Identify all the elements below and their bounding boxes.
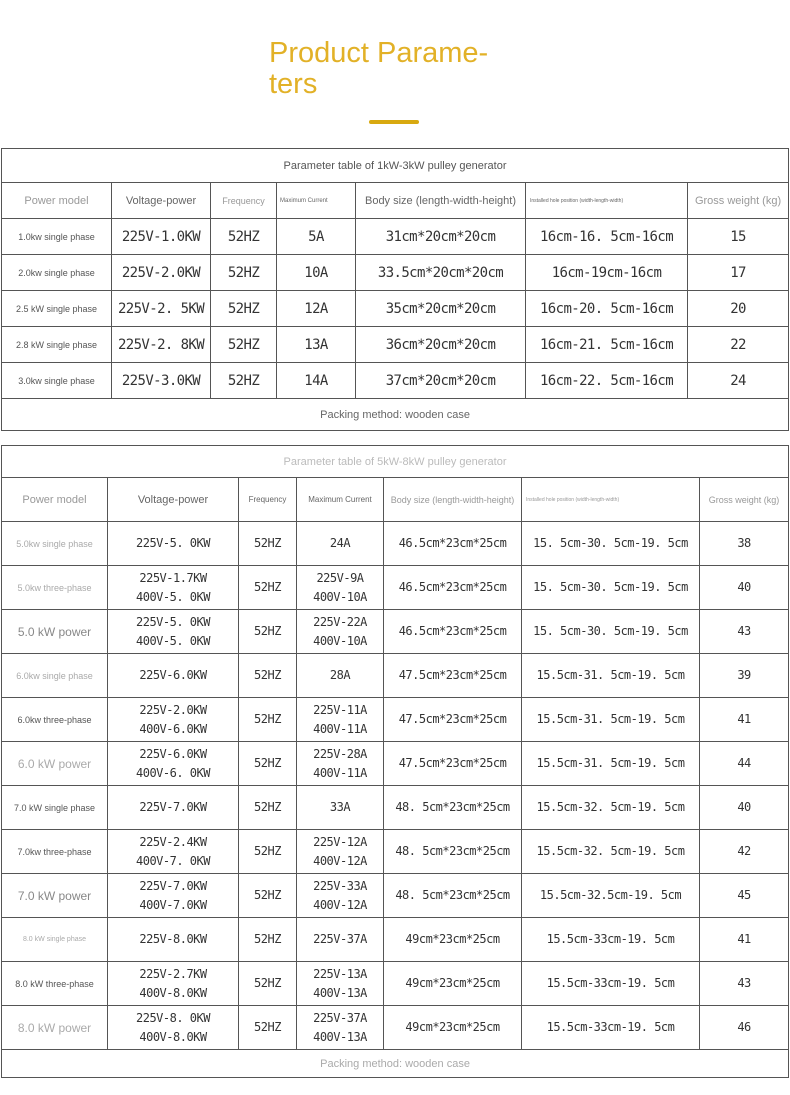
cell-body-size: 35cm*20cm*20cm: [356, 291, 526, 327]
cell-frequency: 52HZ: [239, 522, 297, 566]
cell-power-model: 6.0 kW power: [2, 742, 108, 786]
cell-power-model: 2.0kw single phase: [2, 255, 112, 291]
cell-frequency: 52HZ: [239, 830, 297, 874]
table-row: [2, 363, 789, 399]
table-row: [2, 219, 789, 255]
cell-voltage-power-line: 225V-6.0KW: [139, 668, 207, 682]
cell-power-model: 8.0 kW power: [2, 1006, 108, 1050]
cell-power-model: 8.0 kW three-phase: [2, 962, 108, 1006]
cell-maximum-current-line: 225V-37A: [313, 1010, 367, 1025]
table-row: [2, 654, 789, 698]
cell-maximum-current: [297, 698, 384, 742]
cell-body-size: 36cm*20cm*20cm: [356, 327, 526, 363]
cell-frequency: 52HZ: [211, 291, 277, 327]
cell-voltage-power: [108, 918, 239, 962]
cell-power-model: 1.0kw single phase: [2, 219, 112, 255]
cell-hole-position: 15.5cm-31. 5cm-19. 5cm: [522, 742, 700, 786]
cell-power-model: 5.0 kW power: [2, 610, 108, 654]
cell-body-size: 48. 5cm*23cm*25cm: [384, 874, 522, 918]
cell-gross-weight: 42: [700, 830, 789, 874]
cell-voltage-power: [108, 610, 239, 654]
cell-frequency: 52HZ: [239, 610, 297, 654]
cell-frequency: 52HZ: [239, 786, 297, 830]
cell-hole-position: 15. 5cm-30. 5cm-19. 5cm: [522, 522, 700, 566]
table-row: [2, 566, 789, 610]
cell-voltage-power-line: 400V-5. 0KW: [136, 633, 210, 648]
cell-voltage-power-line: 400V-8.0KW: [139, 1029, 207, 1044]
parameter-table-5kw-8kw: [1, 445, 789, 1078]
cell-frequency: 52HZ: [239, 742, 297, 786]
cell-hole-position: 15. 5cm-30. 5cm-19. 5cm: [522, 566, 700, 610]
cell-hole-position: 16cm-16. 5cm-16cm: [526, 219, 688, 255]
cell-body-size: 47.5cm*23cm*25cm: [384, 742, 522, 786]
cell-frequency: 52HZ: [239, 1006, 297, 1050]
cell-voltage-power: [108, 1006, 239, 1050]
cell-power-model: 7.0 kW single phase: [2, 786, 108, 830]
cell-frequency: 52HZ: [211, 363, 277, 399]
cell-maximum-current-line: 225V-11A: [313, 702, 367, 717]
cell-gross-weight: 40: [700, 786, 789, 830]
cell-maximum-current-line: 225V-28A: [313, 746, 367, 761]
cell-frequency: 52HZ: [211, 327, 277, 363]
cell-body-size: 48. 5cm*23cm*25cm: [384, 830, 522, 874]
cell-power-model: 7.0 kW power: [2, 874, 108, 918]
header-gross-weight: Gross weight (kg): [700, 478, 789, 522]
cell-voltage-power-line: 400V-6.0KW: [139, 721, 207, 736]
cell-gross-weight: 38: [700, 522, 789, 566]
cell-body-size: 46.5cm*23cm*25cm: [384, 610, 522, 654]
cell-maximum-current: [297, 1006, 384, 1050]
cell-hole-position: 15.5cm-33cm-19. 5cm: [522, 918, 700, 962]
header-installed-hole-position: Installed hole position (width-length-width): [526, 183, 688, 219]
header-body-size: Body size (length-width-height): [356, 183, 526, 219]
cell-maximum-current: [297, 522, 384, 566]
cell-maximum-current-line: 400V-12A: [313, 897, 367, 912]
header-voltage-power: Voltage-power: [112, 183, 211, 219]
cell-hole-position: 15.5cm-33cm-19. 5cm: [522, 962, 700, 1006]
cell-hole-position: 15.5cm-33cm-19. 5cm: [522, 1006, 700, 1050]
cell-maximum-current-line: 225V-13A: [313, 966, 367, 981]
header-voltage-power: Voltage-power: [108, 478, 239, 522]
page-title-line-2: ters: [269, 68, 318, 100]
cell-gross-weight: 41: [700, 698, 789, 742]
table-row: [2, 291, 789, 327]
cell-voltage-power: [108, 522, 239, 566]
cell-maximum-current-line: 225V-33A: [313, 878, 367, 893]
cell-voltage-power-line: 400V-6. 0KW: [136, 765, 210, 780]
cell-frequency: 52HZ: [239, 566, 297, 610]
cell-maximum-current: [297, 610, 384, 654]
table-row: [2, 1006, 789, 1050]
table-body: [2, 522, 789, 1050]
cell-maximum-current-line: 225V-37A: [313, 932, 367, 946]
cell-gross-weight: 44: [700, 742, 789, 786]
cell-maximum-current-line: 400V-13A: [313, 1029, 367, 1044]
cell-voltage-power: 225V-3.0KW: [112, 363, 211, 399]
cell-maximum-current-line: 400V-12A: [313, 853, 367, 868]
cell-maximum-current: [297, 566, 384, 610]
cell-maximum-current: [297, 962, 384, 1006]
cell-voltage-power: [108, 786, 239, 830]
cell-voltage-power-line: 225V-6.0KW: [139, 746, 207, 761]
cell-gross-weight: 22: [688, 327, 789, 363]
cell-voltage-power: [108, 698, 239, 742]
header-maximum-current: Maximum Current: [277, 183, 356, 219]
cell-hole-position: 16cm-21. 5cm-16cm: [526, 327, 688, 363]
cell-frequency: 52HZ: [239, 698, 297, 742]
cell-frequency: 52HZ: [211, 255, 277, 291]
cell-voltage-power: 225V-2.0KW: [112, 255, 211, 291]
cell-body-size: 31cm*20cm*20cm: [356, 219, 526, 255]
cell-body-size: 46.5cm*23cm*25cm: [384, 566, 522, 610]
cell-maximum-current-line: 400V-11A: [313, 721, 367, 736]
cell-voltage-power: 225V-1.0KW: [112, 219, 211, 255]
cell-power-model: 5.0kw three-phase: [2, 566, 108, 610]
cell-voltage-power-line: 225V-2.0KW: [139, 702, 207, 717]
header-frequency: Frequency: [239, 478, 297, 522]
cell-hole-position: 16cm-22. 5cm-16cm: [526, 363, 688, 399]
cell-body-size: 33.5cm*20cm*20cm: [356, 255, 526, 291]
cell-voltage-power-line: 400V-5. 0KW: [136, 589, 210, 604]
cell-maximum-current-line: 24A: [329, 536, 351, 550]
cell-power-model: 2.5 kW single phase: [2, 291, 112, 327]
cell-hole-position: 15. 5cm-30. 5cm-19. 5cm: [522, 610, 700, 654]
cell-voltage-power-line: 400V-7. 0KW: [136, 853, 210, 868]
cell-power-model: 6.0kw single phase: [2, 654, 108, 698]
cell-gross-weight: 43: [700, 962, 789, 1006]
cell-voltage-power-line: 400V-8.0KW: [139, 985, 207, 1000]
cell-power-model: 6.0kw three-phase: [2, 698, 108, 742]
cell-hole-position: 16cm-20. 5cm-16cm: [526, 291, 688, 327]
cell-gross-weight: 17: [688, 255, 789, 291]
cell-hole-position: 16cm-19cm-16cm: [526, 255, 688, 291]
cell-maximum-current: 14A: [277, 363, 356, 399]
cell-maximum-current-line: 400V-13A: [313, 985, 367, 1000]
table-header-row: [2, 183, 789, 219]
cell-frequency: 52HZ: [239, 918, 297, 962]
table-row: [2, 962, 789, 1006]
cell-body-size: 37cm*20cm*20cm: [356, 363, 526, 399]
header-installed-hole-position: Installed hole position (width-length-width): [522, 478, 700, 522]
cell-voltage-power-line: 400V-7.0KW: [139, 897, 207, 912]
cell-maximum-current-line: 33A: [329, 800, 351, 814]
table-row: [2, 327, 789, 363]
table-row: [2, 698, 789, 742]
cell-voltage-power: [108, 654, 239, 698]
cell-maximum-current: 13A: [277, 327, 356, 363]
cell-body-size: 48. 5cm*23cm*25cm: [384, 786, 522, 830]
cell-maximum-current: 10A: [277, 255, 356, 291]
table-row: [2, 918, 789, 962]
cell-frequency: 52HZ: [239, 874, 297, 918]
header-frequency: Frequency: [211, 183, 277, 219]
cell-maximum-current: [297, 918, 384, 962]
cell-voltage-power-line: 225V-7.0KW: [139, 800, 207, 814]
cell-gross-weight: 45: [700, 874, 789, 918]
table-caption-row: [2, 446, 789, 478]
cell-body-size: 49cm*23cm*25cm: [384, 1006, 522, 1050]
table-caption: Parameter table of 1kW-3kW pulley generator: [2, 149, 789, 183]
cell-frequency: 52HZ: [239, 962, 297, 1006]
cell-voltage-power: [108, 874, 239, 918]
header-body-size: Body size (length-width-height): [384, 478, 522, 522]
page-title-line-1: Product Parame-: [269, 37, 489, 69]
cell-gross-weight: 46: [700, 1006, 789, 1050]
table-row: [2, 742, 789, 786]
cell-maximum-current: [297, 786, 384, 830]
header-maximum-current: Maximum Current: [297, 478, 384, 522]
cell-hole-position: 15.5cm-31. 5cm-19. 5cm: [522, 654, 700, 698]
cell-gross-weight: 15: [688, 219, 789, 255]
cell-voltage-power-line: 225V-7.0KW: [139, 878, 207, 893]
cell-maximum-current: 12A: [277, 291, 356, 327]
cell-power-model: 5.0kw single phase: [2, 522, 108, 566]
cell-hole-position: 15.5cm-32. 5cm-19. 5cm: [522, 786, 700, 830]
cell-voltage-power-line: 225V-2.7KW: [139, 966, 207, 981]
packing-method: Packing method: wooden case: [2, 1050, 789, 1078]
table-caption: Parameter table of 5kW-8kW pulley generator: [2, 446, 789, 478]
table-row: [2, 255, 789, 291]
cell-gross-weight: 43: [700, 610, 789, 654]
table-row: [2, 830, 789, 874]
header-power-model: Power model: [2, 183, 112, 219]
parameter-table-1kw-3kw: [1, 148, 789, 431]
cell-gross-weight: 41: [700, 918, 789, 962]
cell-voltage-power-line: 225V-5. 0KW: [136, 536, 210, 550]
cell-frequency: 52HZ: [239, 654, 297, 698]
cell-hole-position: 15.5cm-31. 5cm-19. 5cm: [522, 698, 700, 742]
table-footer-row: [2, 399, 789, 431]
cell-maximum-current: [297, 830, 384, 874]
cell-hole-position: 15.5cm-32. 5cm-19. 5cm: [522, 830, 700, 874]
page-title: [269, 38, 529, 100]
table-caption-row: [2, 149, 789, 183]
header-power-model: Power model: [2, 478, 108, 522]
cell-voltage-power-line: 225V-5. 0KW: [136, 614, 210, 629]
cell-power-model: 3.0kw single phase: [2, 363, 112, 399]
cell-maximum-current-line: 28A: [329, 668, 351, 682]
cell-power-model: 7.0kw three-phase: [2, 830, 108, 874]
cell-voltage-power-line: 225V-8.0KW: [139, 932, 207, 946]
cell-voltage-power: [108, 566, 239, 610]
table-header-row: [2, 478, 789, 522]
cell-voltage-power: 225V-2. 8KW: [112, 327, 211, 363]
cell-body-size: 49cm*23cm*25cm: [384, 962, 522, 1006]
cell-body-size: 46.5cm*23cm*25cm: [384, 522, 522, 566]
cell-maximum-current-line: 400V-10A: [313, 589, 367, 604]
cell-voltage-power-line: 225V-1.7KW: [139, 570, 207, 585]
cell-hole-position: 15.5cm-32.5cm-19. 5cm: [522, 874, 700, 918]
cell-body-size: 47.5cm*23cm*25cm: [384, 654, 522, 698]
table-row: [2, 874, 789, 918]
title-underline: [369, 120, 419, 124]
packing-method: Packing method: wooden case: [2, 399, 789, 431]
cell-gross-weight: 40: [700, 566, 789, 610]
cell-body-size: 49cm*23cm*25cm: [384, 918, 522, 962]
cell-maximum-current: [297, 654, 384, 698]
cell-voltage-power: [108, 830, 239, 874]
table-row: [2, 610, 789, 654]
cell-maximum-current-line: 400V-11A: [313, 765, 367, 780]
cell-power-model: 2.8 kW single phase: [2, 327, 112, 363]
cell-body-size: 47.5cm*23cm*25cm: [384, 698, 522, 742]
cell-maximum-current-line: 225V-12A: [313, 834, 367, 849]
cell-gross-weight: 24: [688, 363, 789, 399]
cell-maximum-current-line: 225V-9A: [316, 570, 364, 585]
header-gross-weight: Gross weight (kg): [688, 183, 789, 219]
table-footer-row: [2, 1050, 789, 1078]
cell-maximum-current: [297, 874, 384, 918]
cell-gross-weight: 39: [700, 654, 789, 698]
cell-maximum-current: 5A: [277, 219, 356, 255]
cell-voltage-power: [108, 742, 239, 786]
cell-voltage-power-line: 225V-8. 0KW: [136, 1010, 210, 1025]
cell-power-model: 8.0 kW single phase: [2, 918, 108, 962]
cell-frequency: 52HZ: [211, 219, 277, 255]
table-row: [2, 786, 789, 830]
table-row: [2, 522, 789, 566]
cell-maximum-current: [297, 742, 384, 786]
cell-gross-weight: 20: [688, 291, 789, 327]
cell-maximum-current-line: 400V-10A: [313, 633, 367, 648]
cell-voltage-power: 225V-2. 5KW: [112, 291, 211, 327]
cell-voltage-power-line: 225V-2.4KW: [139, 834, 207, 849]
cell-voltage-power: [108, 962, 239, 1006]
cell-maximum-current-line: 225V-22A: [313, 614, 367, 629]
